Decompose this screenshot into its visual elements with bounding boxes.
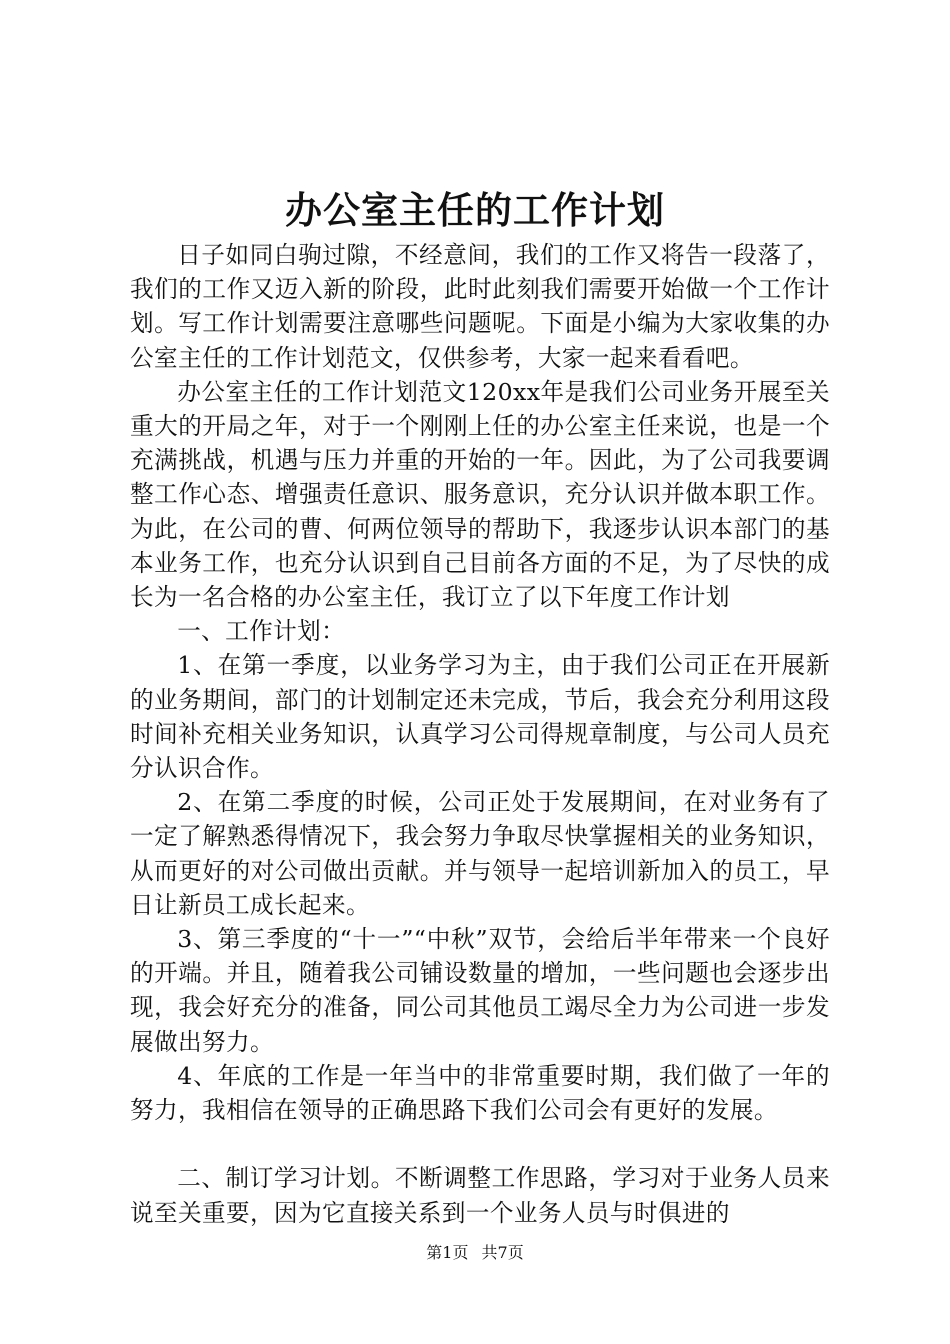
page-total: 共7页 xyxy=(481,1243,524,1262)
document-title: 办公室主任的工作计划 xyxy=(285,188,665,232)
paragraph-q3: 3、第三季度的“十一”“中秋”双节，会给后半年带来一个良好的开端。并且，随着我公司铺设数量的增加，一些问题也会逐步出现，我会好充分的准备，同公司其他员工竭尽全力为公司进一步发展做出努力。 xyxy=(130,925,830,1056)
paragraph-q2: 2、在第二季度的时候，公司正处于发展期间，在对业务有了一定了解熟悉得情况下，我会努力争取尽快掌握相关的业务知识，从而更好的对公司做出贡献。并与领导一起培训新加入的员工，早日让新员工成长起来。 xyxy=(130,788,830,919)
section-heading-work-plan: 一、工作计划： xyxy=(177,617,346,646)
paragraph-study-plan: 二、制订学习计划。不断调整工作思路，学习对于业务人员来说至关重要，因为它直接关系到一个业务人员与时俱进的 xyxy=(130,1164,830,1227)
paragraph-intro: 日子如同白驹过隙，不经意间，我们的工作又将告一段落了，我们的工作又迈入新的阶段，此时此刻我们需要开始做一个工作计划。写工作计划需要注意哪些问题呢。下面是小编为大家收集的办公室主任的工作计划范文，仅供参考，大家一起来看看吧。 xyxy=(130,241,830,372)
page-number: 第1页 xyxy=(426,1243,469,1262)
paragraph-q1: 1、在第一季度，以业务学习为主，由于我们公司正在开展新的业务期间，部门的计划制定还未完成，节后，我会充分利用这段时间补充相关业务知识，认真学习公司得规章制度，与公司人员充分认识合作。 xyxy=(130,651,830,783)
paragraph-spacer xyxy=(130,1127,830,1161)
page-footer xyxy=(0,1242,950,1264)
document-body xyxy=(130,238,830,1230)
paragraph-background: 办公室主任的工作计划范文120xx年是我们公司业务开展至关重大的开局之年，对于一个刚刚上任的办公室主任来说，也是一个充满挑战，机遇与压力并重的开始的一年。因此，为了公司我要调整工作心态、增强责任意识、服务意识，充分认识并做本职工作。为此，在公司的曹、何两位领导的帮助下，我逐步认识本部门的基本业务工作，也充分认识到自己目前各方面的不足，为了尽快的成长为一名合格的办公室主任，我订立了以下年度工作计划 xyxy=(130,377,830,612)
paragraph-year-end: 4、年底的工作是一年当中的非常重要时期，我们做了一年的努力，我相信在领导的正确思路下我们公司会有更好的发展。 xyxy=(130,1061,830,1125)
